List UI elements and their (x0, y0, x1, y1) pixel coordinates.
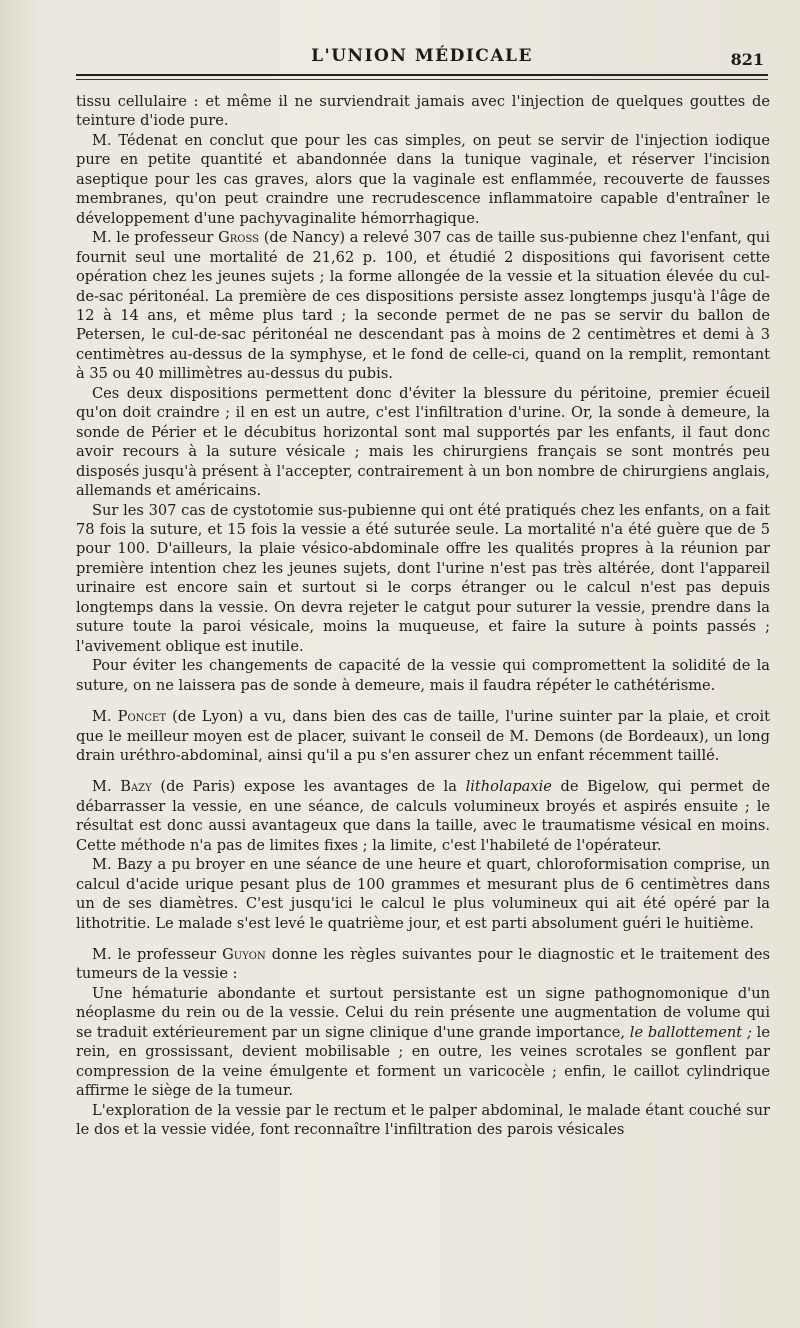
paragraph-3: M. le professeur Gross (de Nancy) a relevé 307 cas de taille sus-pubienne chez l'enfant, qui fournit seul une mortalité de 21,62 p. 100, et étudié 2 dispositions qui favorisent cette opération chez les jeunes sujets ; la forme allongée de la vessie et la situation élevée du cul-de-sac péritonéal. La première de ces dispositions persiste assez longtemps jusqu'à l'âge de 12 à 14 ans, et même plus tard ; la seconde permet de ne pas se servir du ballon de Petersen, le cul-de-sac péritonéal ne descendant pas à moins de 2 centimètres et demi à 3 centimètres au-dessus de la symphyse, et le fond de celle-ci, quand on la remplit, remontant à 35 ou 40 millimètres au-dessus du pubis. (76, 229, 770, 383)
paragraph-9: M. Bazy a pu broyer en une séance de une heure et quart, chloroformisation comprise, un calcul d'acide urique pesant plus de 100 grammes et mesurant plus de 6 centimètres dans un de ses diamètres. C'est jusqu'ici le calcul le plus volumineux qui ait été opéré par la lithotritie. Le malade s'est levé le quatrième jour, et est parti absolument guéri le huitième. (76, 856, 770, 932)
paragraph-11: Une hématurie abondante et surtout persistante est un signe pathognomonique d'un néoplasme du rein ou de la vessie. Celui du rein présente une augmentation de volume qui se traduit extérieurement par un signe clinique d'une grande importance, le ballottement ; le rein, en grossissant, devient mobilisable ; en outre, les veines scrotales se gonflent par compression de la veine émulgente et forment un varicocèle ; enfin, le caillot cylindrique affirme le siège de la tumeur. (76, 984, 770, 1100)
paragraph-1: tissu cellulaire : et même il ne surviendrait jamais avec l'injection de quelques gouttes de teinture d'iode pure. (76, 93, 770, 130)
page-number: 821 (730, 50, 764, 69)
term-litholapaxie: litholapaxie (465, 778, 552, 796)
journal-title: L'UNION MÉDICALE (311, 46, 533, 66)
paragraph-4: Ces deux dispositions permettent donc d'éviter la blessure du péritoine, premier écueil qu'on doit craindre ; il en est un autre, c'est l'infiltration d'urine. Or, la sonde à demeure, la sonde de Périer et le décubitus horizontal sont mal supportés par les enfants, il faut donc avoir recours à la suture vésicale ; mais les chirurgiens français se sont montrés peu disposés jusqu'à présent à l'accepter, contrairement à un bon nombre de chirurgiens anglais, allemands et américains. (76, 384, 770, 500)
term-ballottement: le ballottement ; (629, 1023, 752, 1041)
paragraph-6: Pour éviter les changements de capacité de la vessie qui compromettent la solidité de la suture, on ne laissera pas de sonde à demeure, mais il faudra répéter le cathétérisme. (76, 657, 770, 694)
paragraph-5: Sur les 307 cas de cystotomie sus-pubienne qui ont été pratiqués chez les enfants, on a fait 78 fois la suture, et 15 fois la vessie a été suturée seule. La mortalité n'a été guère que de 5 pour 100. D'ailleurs, la plaie vésico-abdominale offre les qualités propres à la réunion par première intention chez les jeunes sujets, dont l'urine n'est pas très altérée, dont l'appareil urinaire est encore sain et surtout si le corps étranger ou le calcul n'est pas depuis longtemps dans la vessie. On devra rejeter le catgut pour suturer la vessie, prendre dans la suture toute la paroi vésicale, moins la muqueuse, et faire la suture à points passés ; l'avivement oblique est inutile. (76, 501, 770, 655)
header-rule (76, 79, 768, 80)
article-body (76, 92, 770, 1140)
paragraph-7: M. Poncet (de Lyon) a vu, dans bien des cas de taille, l'urine suinter par la plaie, et croit que le meilleur moyen est de placer, suivant le conseil de M. Demons (de Bordeaux), un long drain uréthro-abdominal, ainsi qu'il a pu s'en assurer chez un enfant récemment taillé. (76, 708, 770, 764)
running-header (76, 44, 768, 76)
author-bazy: Bazy (120, 778, 152, 796)
paragraph-8: M. Bazy (de Paris) expose les avantages de la litholapaxie de Bigelow, qui permet de débarrasser la vessie, en une séance, de calculs volumineux broyés et aspirés ensuite ; le résultat est donc aussi avantageux que dans la taille, avec le traumatisme vésical en moins. Cette méthode n'a pas de limites fixes ; la limite, c'est l'habileté de l'opérateur. (76, 778, 770, 854)
author-poncet: Poncet (117, 708, 167, 726)
paragraph-10: M. le professeur Guyon donne les règles suivantes pour le diagnostic et le traitement des tumeurs de la vessie : (76, 946, 771, 983)
author-guyon: Guyon (222, 946, 266, 964)
paragraph-2: M. Tédenat en conclut que pour les cas simples, on peut se servir de l'injection iodique pure en petite quantité et abandonnée dans la tunique vaginale, et réserver l'incision aseptique pour les cas graves, alors que la vaginale est enflammée, recouverte de fausses membranes, qu'on peut craindre une recrudescence inflammatoire capable d'entraîner le développement d'une pachyvaginalite hémorrhagique. (76, 131, 770, 227)
author-gross: Gross (218, 229, 260, 247)
paragraph-12: L'exploration de la vessie par le rectum et le palper abdominal, le malade étant couché sur le dos et la vessie vidée, font reconnaître l'infiltration des parois vésicales (76, 1101, 770, 1139)
